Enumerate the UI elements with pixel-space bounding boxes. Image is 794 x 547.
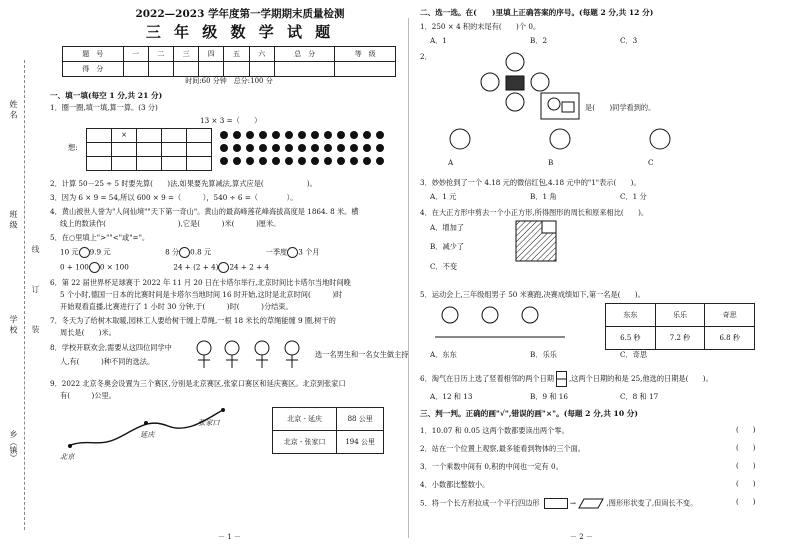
dot — [272, 131, 280, 139]
q9-route-map — [58, 398, 238, 458]
r-q2-view-picture — [540, 92, 580, 120]
judge-3-paren[interactable]: ( ) — [736, 462, 756, 470]
section-3-title: 三、判一判。正确的画"√",错误的画"×"。(每题 2 分,共 10 分) — [420, 409, 638, 418]
r-q5-opt-c: C．奇思 — [620, 350, 648, 359]
q1-grid — [86, 128, 212, 171]
dot — [324, 131, 332, 139]
section-2-title: 二、选一选。在( )里填上正确答案的序号。(每题 2 分,共 12 分) — [420, 8, 654, 17]
r-q6-text: 6．淘气在日历上选了竖着相邻的两个日期 ,这两个日期的和是 25,他选的日期是( )。 — [420, 371, 713, 387]
score-header-cell: 等 级 — [335, 47, 396, 62]
dot — [220, 131, 228, 139]
dot — [337, 131, 345, 139]
r-q5-text: 5．运动会上,三年级组男子 50 米赛跑,决赛成绩如下,第一名是( )。 — [420, 290, 645, 299]
dot — [337, 144, 345, 152]
class-label: 班 级 — [9, 210, 18, 229]
dot — [272, 157, 280, 165]
r-q3-text: 3．妙妙抢到了一个 4.18 元的微信红包,4.18 元中的"1"表示( )。 — [420, 178, 641, 187]
r-q3-opt-b: B．1 角 — [530, 192, 557, 201]
page-number-2: － 2 － — [570, 533, 593, 541]
dot — [298, 131, 306, 139]
rectangle-icon — [544, 498, 568, 509]
dot — [285, 144, 293, 152]
dot — [285, 157, 293, 165]
q8-text-c: 选一名男生和一名女生做主持 — [315, 350, 409, 359]
r-q4-square-figure — [515, 220, 557, 262]
score-value-cell[interactable] — [335, 62, 396, 77]
r-q5-opt-a: A．东东 — [430, 350, 457, 359]
dot — [298, 144, 306, 152]
dot — [246, 131, 254, 139]
score-value-cell[interactable] — [274, 62, 335, 77]
dot — [363, 144, 371, 152]
r-q2-opt-a: A — [448, 158, 454, 167]
r-q2-opt-c: C — [648, 158, 654, 167]
r-q4-text: 4．在大正方形中剪去一个小正方形,所得图形的周长和原来相比( )。 — [420, 208, 649, 217]
q6-text-a: 6．第 22 届世界杯足球赛于 2022 年 11 月 20 日在卡塔尔举行,北京时间比卡塔尔当地时间晚 — [50, 278, 351, 287]
score-header-cell: 二 — [148, 47, 173, 62]
judge-5-paren[interactable]: ( ) — [736, 498, 756, 506]
dot — [324, 144, 332, 152]
map-label-yanqing: 延庆 — [140, 430, 155, 439]
r-q4-opt-c: C．不变 — [430, 262, 458, 271]
town-label: 乡（镇） — [9, 430, 18, 462]
right-page — [420, 0, 780, 547]
score-value-cell: 得 分 — [63, 62, 124, 77]
r-q1-opt-b: B．2 — [530, 36, 548, 45]
dot — [259, 144, 267, 152]
dot — [233, 144, 241, 152]
judge-2: 2．站在一个位置上观察,最多能看到物体的三个面。 — [420, 444, 585, 453]
dot — [376, 144, 384, 152]
r-q5-runners-illustration — [430, 303, 570, 343]
score-header-cell: 六 — [249, 47, 274, 62]
q4-text-b: 线上的数读作( ),它是( )米( )厘米。 — [60, 219, 281, 228]
dot — [311, 157, 319, 165]
binding-margin — [0, 0, 42, 547]
dot — [259, 157, 267, 165]
dot — [220, 157, 228, 165]
r-q4-opt-a: A．增加了 — [430, 223, 464, 232]
q5-text: 5．在○里填上">""<"或"="。 — [50, 233, 150, 242]
dot — [376, 157, 384, 165]
score-value-cell[interactable] — [148, 62, 173, 77]
distance-table: 北京 - 延庆 88 公里 北京 - 张家口 194 公里 — [272, 407, 384, 454]
r-q6-opt-b: B．9 和 16 — [530, 392, 568, 401]
dot — [233, 157, 241, 165]
cut-word-xian: 线 — [31, 245, 40, 253]
dot — [298, 157, 306, 165]
r-q5-results-table: 东东 乐乐 奇思 6.5 秒 7.2 秒 6.8 秒 — [605, 303, 755, 350]
score-header-cell: 总 分 — [274, 47, 335, 62]
r-q2-option-figures — [440, 125, 700, 165]
calendar-vertical-box-icon — [556, 371, 567, 387]
dot — [350, 157, 358, 165]
score-header-cell: 五 — [224, 47, 249, 62]
r-q1-opt-a: A．1 — [430, 36, 447, 45]
score-value-cell[interactable] — [173, 62, 198, 77]
q1-text: 1．圈一圈,填一填,算一算。(3 分) — [50, 103, 158, 112]
name-label: 姓 名 — [9, 100, 18, 119]
q7-text-a: 7．冬天为了给树木取暖,园林工人要给树干缠上草绳,一根 18 米长的草绳能缠 9 圈,树干的 — [50, 316, 336, 325]
score-header-cell: 题 号 — [63, 47, 124, 62]
judge-5: 5．将一个长方形拉成一个平行四边形 → ,图形形状变了,但周长不变。 — [420, 498, 698, 508]
school-label: 学 校 — [9, 315, 18, 334]
cut-word-ding: 订 — [31, 285, 40, 293]
q1-think-label: 想: — [68, 143, 78, 152]
score-value-cell[interactable] — [224, 62, 249, 77]
parallelogram-icon — [578, 498, 604, 509]
exam-subject-title: 三 年 级 数 学 试 题 — [145, 23, 335, 41]
q8-text-b: 人,有( )种不同的选法。 — [60, 357, 155, 366]
score-header-cell: 四 — [199, 47, 224, 62]
r-q3-opt-a: A．1 元 — [430, 192, 457, 201]
score-value-cell[interactable] — [123, 62, 148, 77]
r-q2-text: 2． — [420, 52, 432, 61]
judge-3: 3．一个乘数中间有 0,积的中间也一定有 0。 — [420, 462, 563, 471]
q9-text-a: 9．2022 北京冬奥会设置为三个赛区,分别是北京赛区,张家口赛区和延庆赛区。北京到张家口 — [50, 379, 346, 388]
q5-row-1: 10 元 9.9 元 8 分 0.8 元 一季度 3 个月 — [60, 247, 320, 257]
q9-text-b: 有( )公里。 — [60, 391, 116, 400]
dot — [363, 131, 371, 139]
dot — [376, 131, 384, 139]
q4-text-a: 4．黄山被世人誉为"人间仙境""天下第一奇山"。黄山的最高峰莲花峰海拔高度是 1864. 8 米。横 — [50, 207, 359, 216]
judge-4: 4．小数都比整数小。 — [420, 480, 490, 489]
r-q3-opt-c: C．1 分 — [620, 192, 647, 201]
dot — [285, 131, 293, 139]
dot — [337, 157, 345, 165]
q8-children-illustration — [190, 338, 308, 374]
map-label-zhangjiakou: 张家口 — [198, 418, 220, 427]
q1-expression: 13 × 3 =（ ） — [200, 116, 262, 125]
section-1-title: 一、填一填(每空 1 分,共 21 分) — [50, 91, 163, 100]
score-table — [62, 46, 396, 77]
r-q1-text: 1．250 × 4 积的末尾有( )个 0。 — [420, 22, 541, 31]
page-number-1: － 1 － — [218, 533, 241, 541]
dot — [350, 131, 358, 139]
q8-text-a: 8．学校开联欢会,需要从这四位同学中 — [50, 343, 172, 352]
score-header-cell: 三 — [173, 47, 198, 62]
cut-word-zhuang: 装 — [31, 325, 40, 333]
judge-1-paren[interactable]: ( ) — [736, 426, 756, 434]
left-page — [50, 0, 409, 547]
time-info: 时间:60 分钟 总分:100 分 — [185, 77, 273, 85]
r-q1-opt-c: C．3 — [620, 36, 638, 45]
r-q2-tail: 是( )同学看到的。 — [585, 103, 656, 112]
dot — [311, 131, 319, 139]
score-header-cell: 一 — [123, 47, 148, 62]
score-value-cell[interactable] — [199, 62, 224, 77]
judge-2-paren[interactable]: ( ) — [736, 444, 756, 452]
r-q4-opt-b: B．减少了 — [430, 242, 465, 251]
q6-text-c: 开始观看直播,比赛进行了 1 小时 30 分钟,于( )时( )分结束。 — [60, 302, 293, 311]
dot — [350, 144, 358, 152]
dot — [311, 144, 319, 152]
dot — [246, 157, 254, 165]
dot — [246, 144, 254, 152]
judge-1: 1．10.07 和 0.05 这两个数都要读出两个零。 — [420, 426, 569, 435]
q7-text-b: 周长是( )米。 — [60, 328, 116, 337]
dot — [272, 144, 280, 152]
q5-row-2: 0 + 100 0 × 100 24 + (2 + 4) 24 + 2 + 4 — [60, 262, 269, 272]
judge-4-paren[interactable]: ( ) — [736, 480, 756, 488]
exam-title: 2022—2023 学年度第一学期期末质量检测 — [135, 8, 345, 20]
dot — [220, 144, 228, 152]
score-value-cell[interactable] — [249, 62, 274, 77]
dot — [233, 131, 241, 139]
dot — [363, 157, 371, 165]
dot — [259, 131, 267, 139]
q2-text: 2．计算 50－25 ÷ 5 时要先算( )法,如果要先算减法,算式应是( )。 — [50, 179, 317, 188]
q6-text-b: 5 个小时,德国一日本的比赛时间是卡塔尔当地时间 16 时开始,这时是北京时间( )时 — [60, 290, 343, 299]
cut-dashed-line — [24, 60, 25, 530]
r-q2-opt-b: B — [548, 158, 554, 167]
page-divider — [408, 18, 409, 538]
q3-text: 3．因为 6 × 9 = 54,所以 600 × 9 =（ ），540 ÷ 6 =（ ）。 — [50, 193, 298, 202]
r-q6-opt-a: A．12 和 13 — [430, 392, 473, 401]
dot — [324, 157, 332, 165]
r-q6-opt-c: C．8 和 17 — [620, 392, 659, 401]
map-label-beijing: 北京 — [60, 452, 75, 461]
grid-times: × — [112, 129, 137, 143]
r-q5-opt-b: B．乐乐 — [530, 350, 557, 359]
